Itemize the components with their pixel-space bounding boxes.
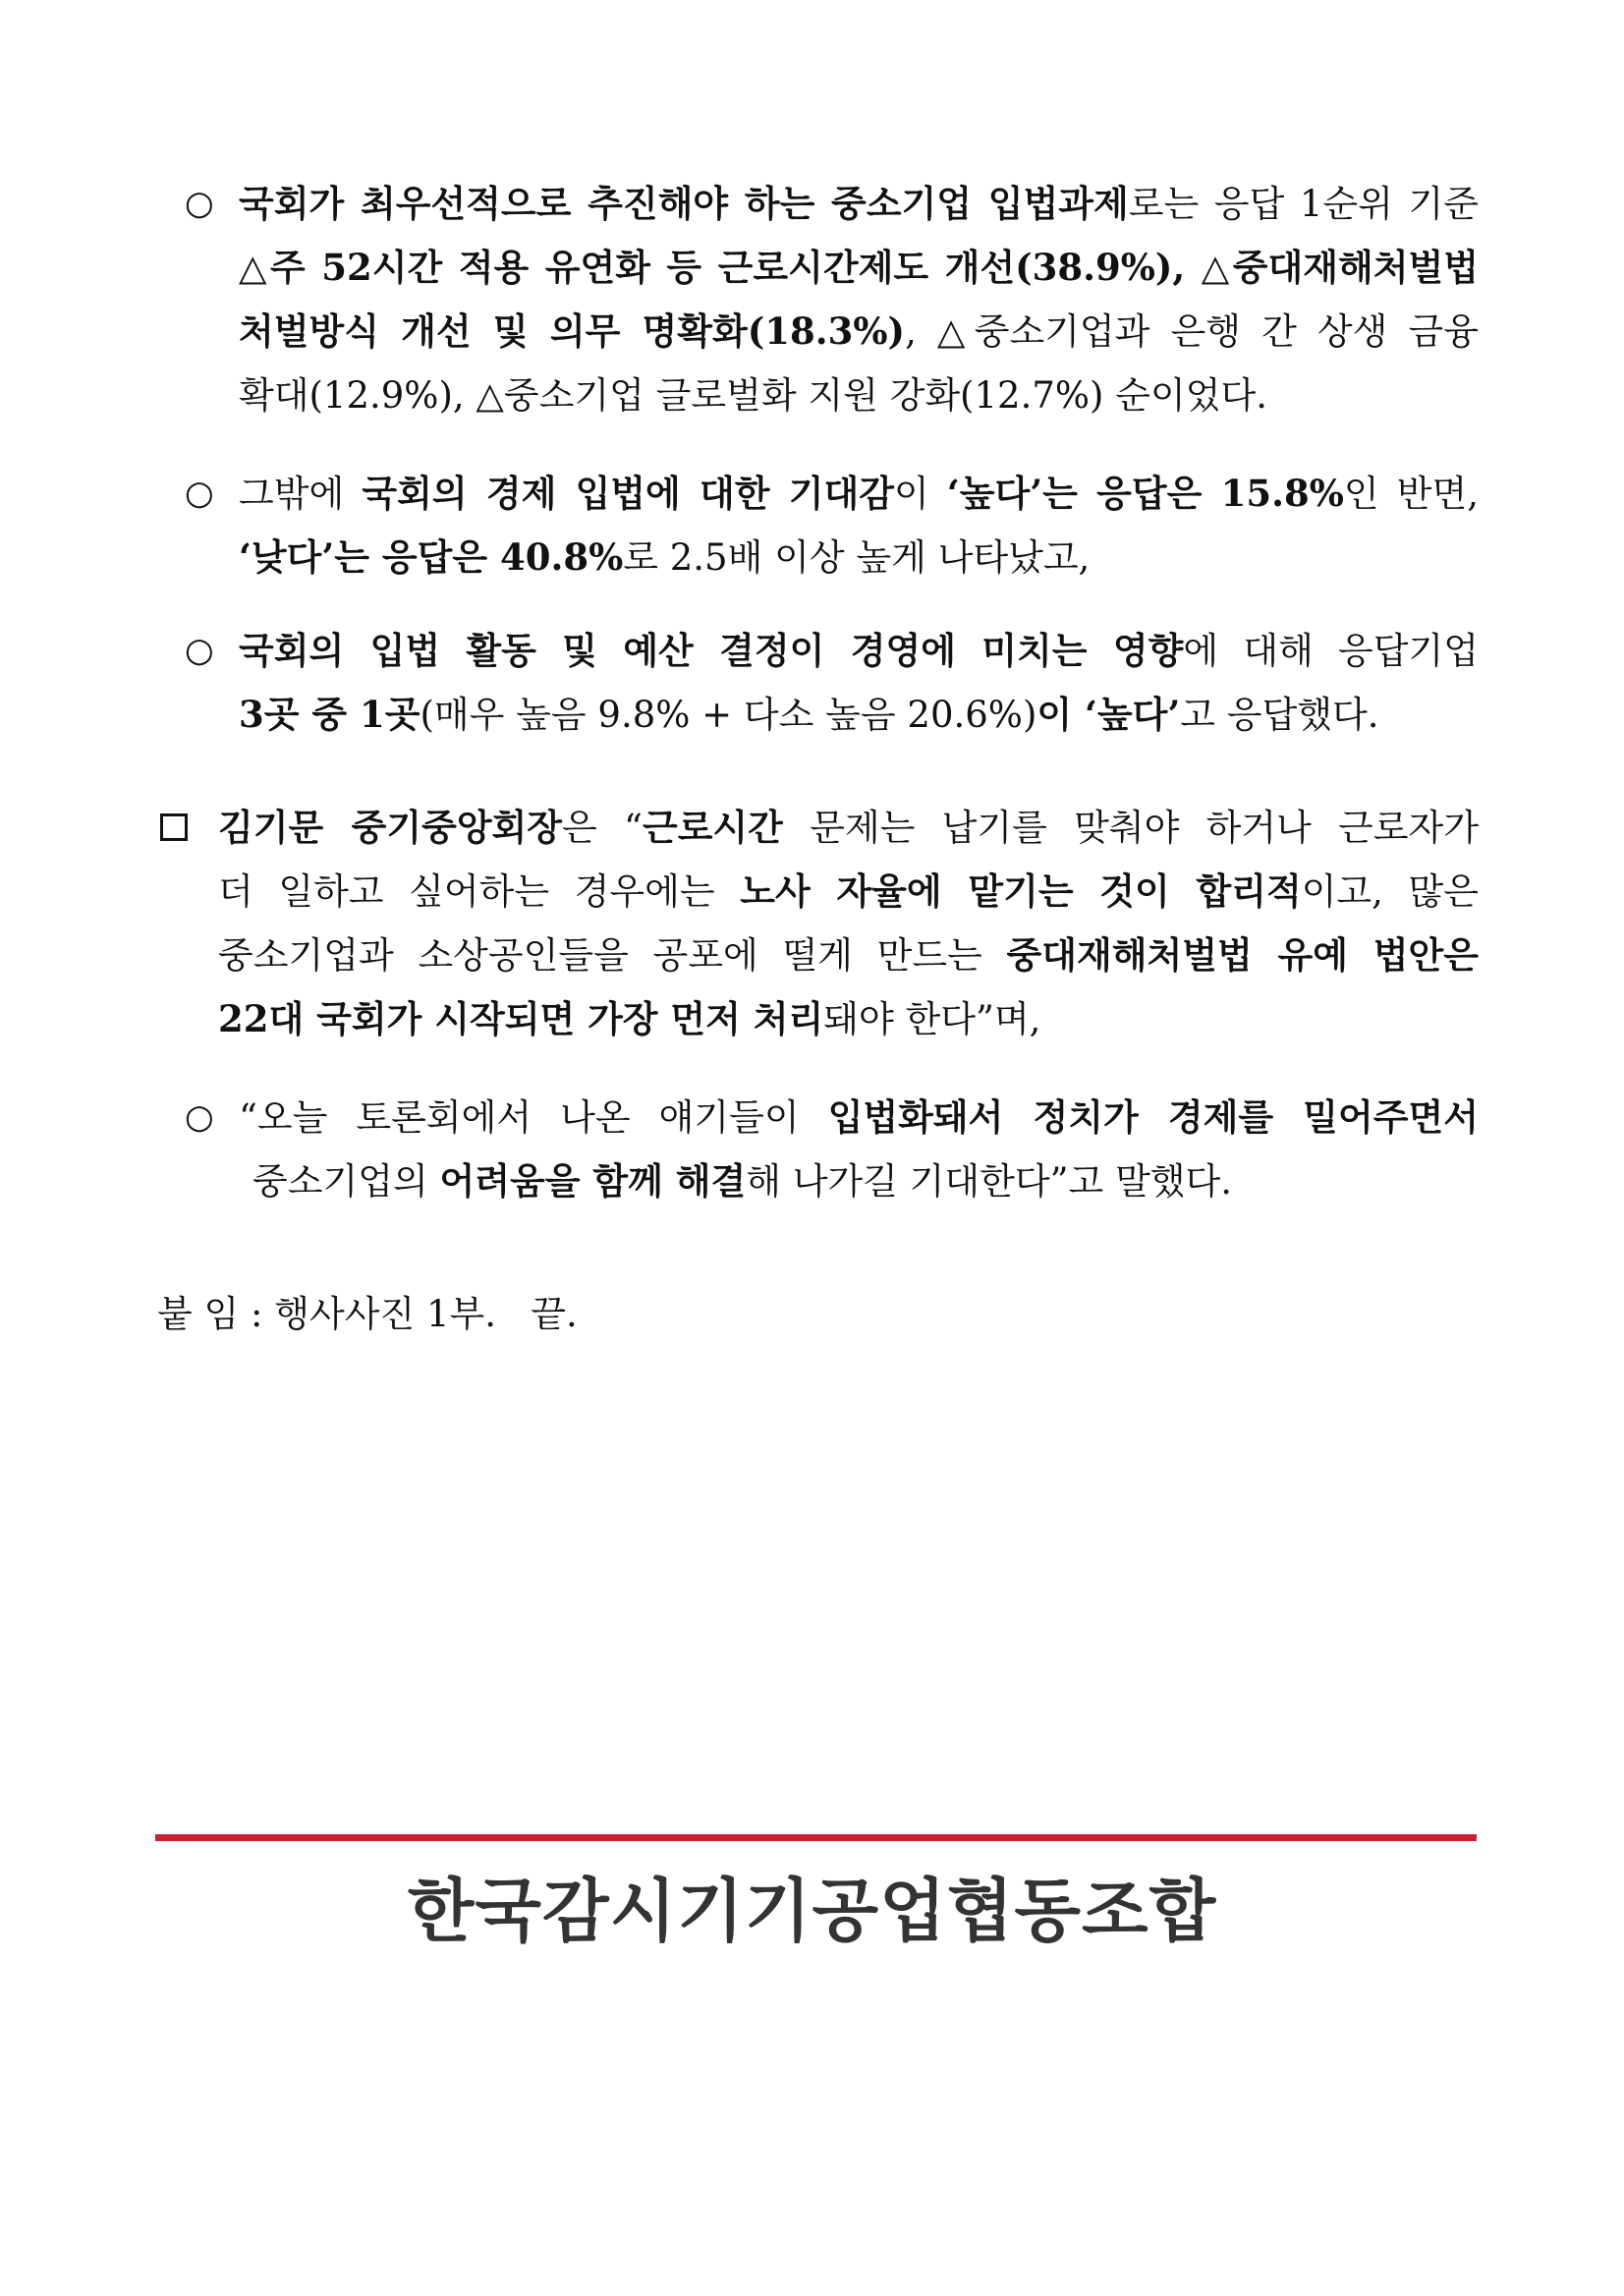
text-line: 22대 국회가 시작되면 가장 먼저 처리돼야 한다”며, bbox=[218, 997, 1041, 1040]
paragraph-impact bbox=[239, 619, 1479, 747]
paragraph-legislative-priorities bbox=[239, 172, 1479, 427]
circle-bullet: ○ bbox=[185, 184, 214, 223]
circle-bullet: ○ bbox=[185, 1097, 214, 1137]
text-line: “오늘 토론회에서 나온 얘기들이 입법화돼서 정치가 경제를 밀어주면서 bbox=[239, 1095, 1480, 1139]
text-line: 중소기업의 어려움을 함께 해결해 나가길 기대한다”고 말했다. bbox=[252, 1159, 1233, 1203]
text-line: 국회가 최우선적으로 추진해야 하는 중소기업 입법과제로는 응답 1순위 기준 bbox=[239, 182, 1479, 225]
text-line: 3곳 중 1곳(매우 높음 9.8% + 다소 높음 20.6%)이 ‘높다’고 응답했다. bbox=[239, 693, 1379, 736]
text-line: 처벌방식 개선 및 의무 명확화(18.3%), △중소기업과 은행 간 상생 금융 bbox=[239, 309, 1479, 353]
circle-bullet: ○ bbox=[185, 474, 214, 513]
paragraph-forum-expectation bbox=[239, 1086, 1479, 1213]
paragraph-expectations bbox=[239, 462, 1479, 589]
text-line: 국회의 입법 활동 및 예산 결정이 경영에 미치는 영향에 대해 응답기업 bbox=[239, 629, 1480, 672]
attachment-note: 붙 임 : 행사사진 1부. 끝. bbox=[157, 1293, 578, 1335]
circle-bullet: ○ bbox=[185, 631, 214, 670]
footer-divider bbox=[155, 1834, 1477, 1841]
text-line: 김기문 중기중앙회장은 “근로시간 문제는 납기를 맞춰야 하거나 근로자가 bbox=[218, 806, 1479, 849]
text-line: 확대(12.9%), △중소기업 글로벌화 지원 강화(12.7%) 순이었다. bbox=[239, 374, 1267, 417]
square-bullet bbox=[160, 813, 188, 841]
organization-name: 한국감시기기공업협동조합 bbox=[407, 1871, 1217, 1951]
text-line: 그밖에 국회의 경제 입법에 대한 기대감이 ‘높다’는 응답은 15.8%인 반면, bbox=[239, 472, 1480, 515]
text-line: 더 일하고 싶어하는 경우에는 노사 자율에 맡기는 것이 합리적이고, 많은 bbox=[218, 869, 1479, 913]
text-line: △주 52시간 적용 유연화 등 근로시간제도 개선(38.9%), △중대재해처벌법 bbox=[239, 246, 1479, 289]
text-line: ‘낮다’는 응답은 40.8%로 2.5배 이상 높게 나타났고, bbox=[239, 535, 1091, 579]
paragraph-chairman-quote bbox=[218, 796, 1479, 1051]
text-line: 중소기업과 소상공인들을 공포에 떨게 만드는 중대재해처벌법 유예 법안은 bbox=[218, 933, 1480, 977]
